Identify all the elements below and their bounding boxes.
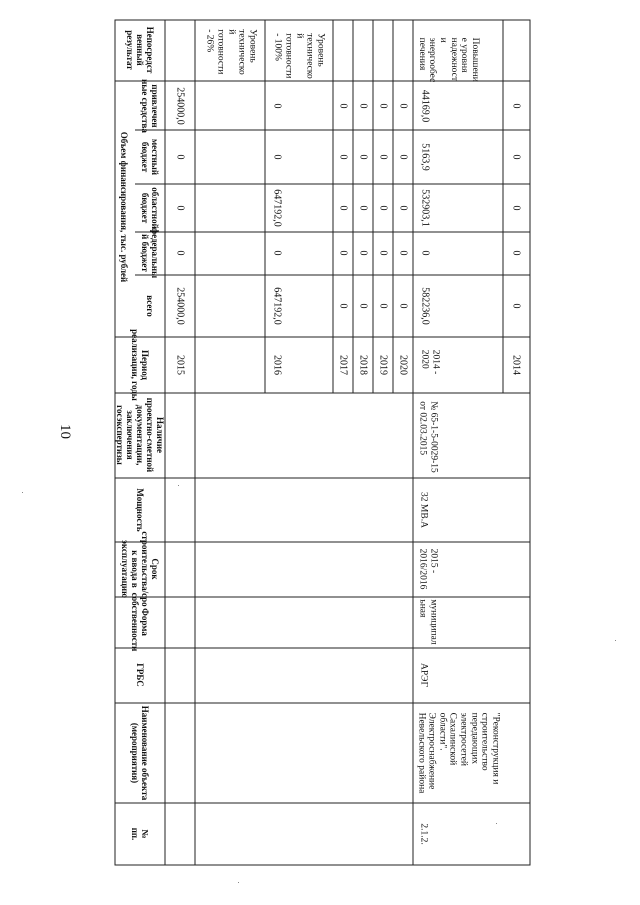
federal-2020: 0 xyxy=(397,250,409,256)
local-2014: 0 xyxy=(510,154,522,160)
regional-2018: 0 xyxy=(357,205,369,211)
period-2020: 2020 xyxy=(397,355,409,375)
federal-2019: 0 xyxy=(377,250,389,256)
total-2016: 647192,0 xyxy=(271,287,283,325)
period-2018: 2018 xyxy=(357,355,369,375)
period-2015: 2015 xyxy=(174,355,186,375)
header-psd: Наличие проектно-сметной документации, заключения госэкспертизы xyxy=(114,397,166,473)
federal-2014: 0 xyxy=(510,250,522,256)
header-period: Период реализации, годы xyxy=(130,329,151,401)
item-psd: № 65-1-5-0029-15 от 02.03.2015 xyxy=(418,401,439,473)
federal-2018: 0 xyxy=(357,250,369,256)
total-2014: 0 xyxy=(510,303,522,309)
total-2015: 254000,0 xyxy=(174,287,186,325)
result-2014-2020: Повышени е уровня надежност и энергообес печения xyxy=(416,37,480,83)
total-2017: 0 xyxy=(337,303,349,309)
local-2018: 0 xyxy=(357,154,369,160)
federal-2014-2020: 0 xyxy=(419,250,431,256)
period-2019: 2019 xyxy=(377,355,389,375)
local-2019: 0 xyxy=(377,154,389,160)
header-attracted-funds: привлечен ные средства xyxy=(140,79,161,133)
period-2014: 2014 xyxy=(510,355,522,375)
total-2018: 0 xyxy=(357,303,369,309)
item-term: 2015 - 2016/2016 xyxy=(418,548,439,590)
local-2014-2020: 5163,9 xyxy=(419,143,431,171)
local-2017: 0 xyxy=(337,154,349,160)
regional-2015: 0 xyxy=(174,205,186,211)
local-2015: 0 xyxy=(174,154,186,160)
local-2016: 0 xyxy=(271,154,283,160)
item-grbs: АРЭГ xyxy=(418,663,429,687)
header-direct-result: Непосредст венный результат xyxy=(124,26,156,74)
federal-2016: 0 xyxy=(271,250,283,256)
local-2020: 0 xyxy=(397,154,409,160)
header-total: всего xyxy=(145,295,156,317)
regional-2019: 0 xyxy=(377,205,389,211)
header-funding-group: Объем финансирования, тыс. рублей xyxy=(119,131,130,283)
federal-2015: 0 xyxy=(174,250,186,256)
header-federal-budget: федеральны й бюджет xyxy=(140,227,161,279)
attracted-2019: 0 xyxy=(377,103,389,109)
regional-2016: 647192,0 xyxy=(271,189,283,227)
federal-2017: 0 xyxy=(337,250,349,256)
item-capacity: 32 МВ.А xyxy=(418,492,429,528)
attracted-2020: 0 xyxy=(397,103,409,109)
header-regional-budget: областной бюджет xyxy=(140,187,161,229)
result-2015: Уровень техническо й готовности - 26% xyxy=(205,29,258,75)
header-term: Срок строительства/сро к ввода в эксплуатацию xyxy=(119,531,161,607)
header-object-name: Наименование объекта (мероприятия) xyxy=(130,705,151,801)
regional-2017: 0 xyxy=(337,205,349,211)
header-grbs: ГРБС xyxy=(135,663,146,687)
attracted-2018: 0 xyxy=(357,103,369,109)
header-local-budget: местный бюджет xyxy=(140,138,161,176)
page-number: 10 xyxy=(57,424,73,439)
total-2019: 0 xyxy=(377,303,389,309)
attracted-2016: 0 xyxy=(271,103,283,109)
period-2014-2020: 2014 - 2020 xyxy=(420,349,441,375)
attracted-2014-2020: 44169,0 xyxy=(419,89,431,123)
header-ownership: Форма собственности xyxy=(130,592,151,652)
item-object-name: "Реконструкция и строительство передающих электросетей Сахалинской области". Электроснабжение Невельского района xyxy=(416,712,501,794)
period-2016: 2016 xyxy=(271,355,283,375)
result-2016: Уровень техническо й готовности - 100% xyxy=(273,33,326,79)
item-nn: 2.1.2. xyxy=(418,823,429,845)
regional-2014: 0 xyxy=(510,205,522,211)
header-capacity: Мощность xyxy=(135,488,146,532)
attracted-2017: 0 xyxy=(337,103,349,109)
header-nn: № пп. xyxy=(130,827,151,841)
total-2014-2020: 582236,0 xyxy=(419,287,431,325)
total-2020: 0 xyxy=(397,303,409,309)
regional-2020: 0 xyxy=(397,205,409,211)
attracted-2014: 0 xyxy=(510,103,522,109)
regional-2014-2020: 532903,1 xyxy=(419,189,431,227)
item-ownership: муниципал ьная xyxy=(418,599,439,645)
period-2017: 2017 xyxy=(337,355,349,375)
attracted-2015: 254000,0 xyxy=(174,87,186,125)
